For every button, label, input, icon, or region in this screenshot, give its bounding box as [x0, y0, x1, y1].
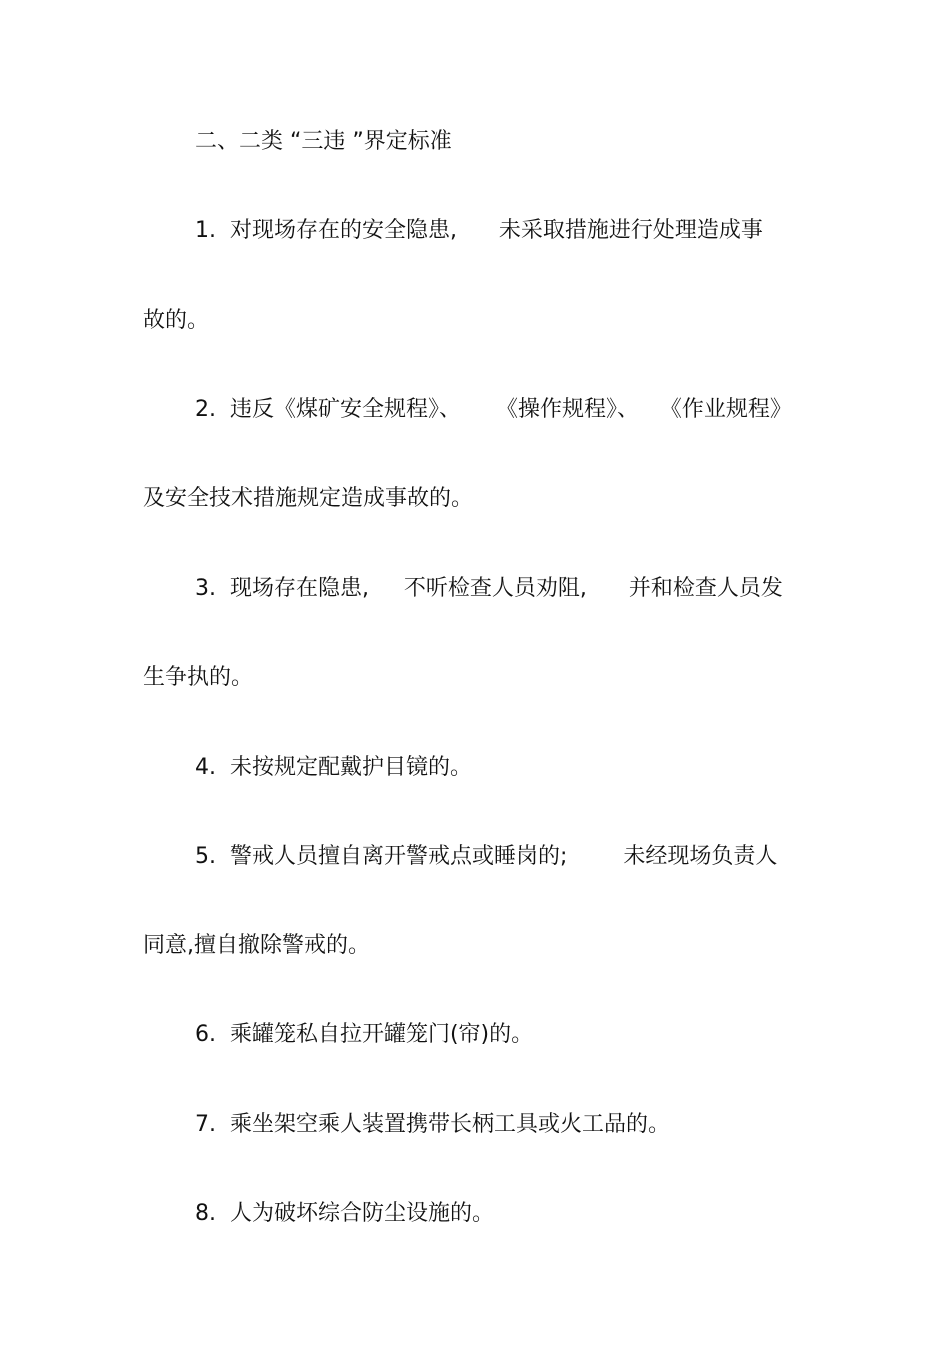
- item-5-line-2: 同意,擅自撤除警戒的。: [143, 933, 370, 958]
- item-6-line-1: 6. 乘罐笼私自拉开罐笼门(帘)的。: [195, 1022, 534, 1047]
- item-1-line-2: 故的。: [143, 308, 210, 333]
- item-5-line-1: 5. 警戒人员擅自离开警戒点或睡岗的; 未经现场负责人: [195, 844, 778, 869]
- item-3-line-2: 生争执的。: [143, 665, 254, 690]
- item-4-line-1: 4. 未按规定配戴护目镜的。: [195, 755, 472, 780]
- item-2-line-1: 2. 违反《煤矿安全规程》、 《操作规程》、 《作业规程》: [195, 397, 792, 422]
- section-heading: 二、二类 “三违 ”界定标准: [195, 129, 452, 154]
- item-2-line-2: 及安全技术措施规定造成事故的。: [143, 486, 474, 511]
- item-3-line-1: 3. 现场存在隐患, 不听检查人员劝阻, 并和检查人员发: [195, 576, 783, 601]
- item-7-line-1: 7. 乘坐架空乘人装置携带长柄工具或火工品的。: [195, 1112, 670, 1137]
- item-1-line-1: 1. 对现场存在的安全隐患, 未采取措施进行处理造成事: [195, 218, 763, 243]
- item-8-line-1: 8. 人为破坏综合防尘设施的。: [195, 1201, 494, 1226]
